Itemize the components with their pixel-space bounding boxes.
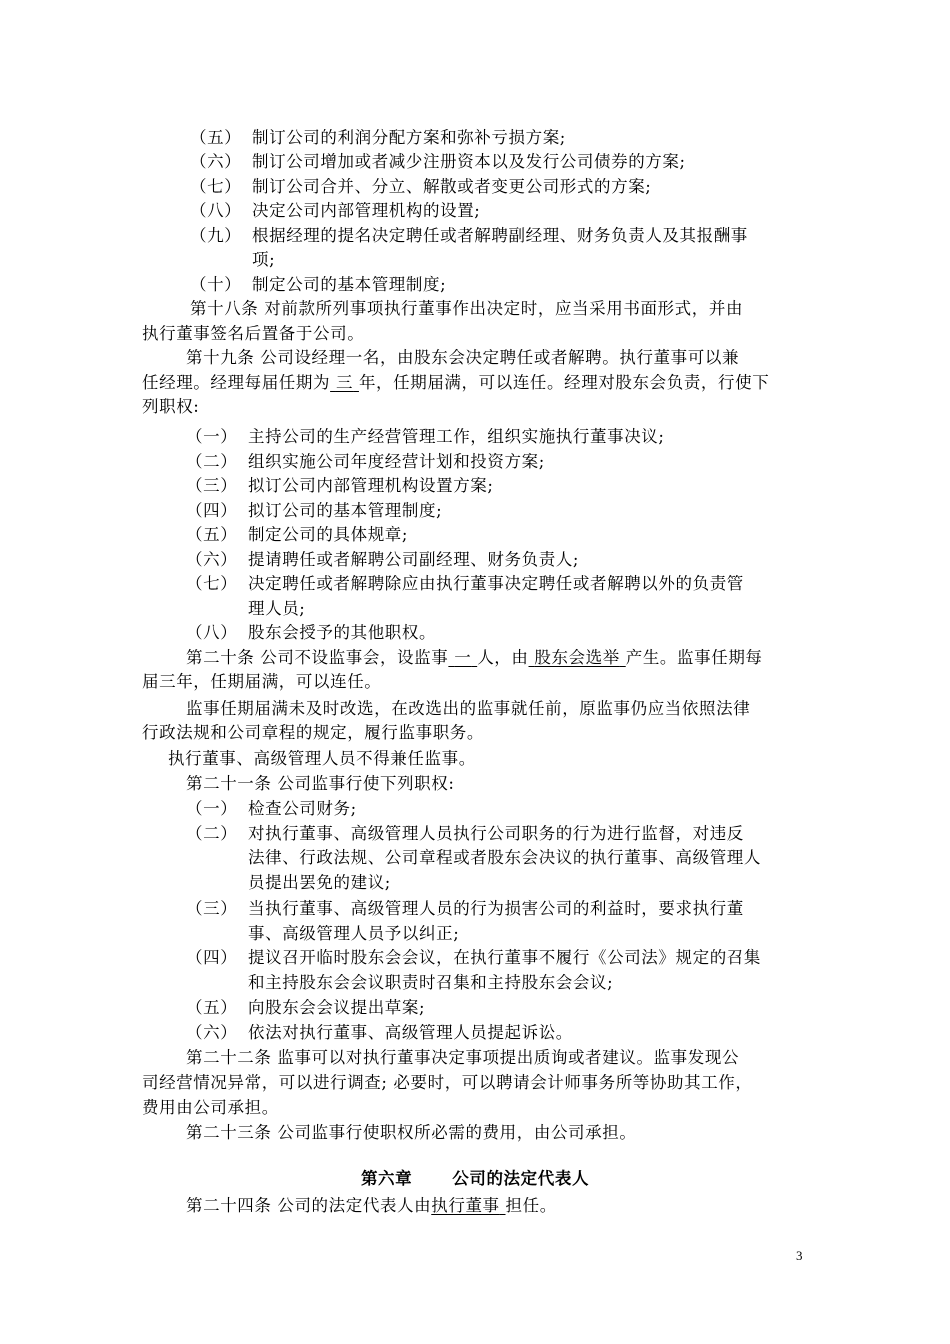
list-item: （一） 检查公司财务; [186,799,357,818]
list-item-continuation: 事、高级管理人员予以纠正; [248,924,460,943]
term-years-field: 三 [335,373,354,392]
article-18: 第十八条 对前款所列事项执行董事作出决定时，应当采用书面形式，并由 [190,299,744,318]
list-item: （十） 制定公司的基本管理制度; [190,275,447,294]
list-item: （三） 拟订公司内部管理机构设置方案; [186,476,494,495]
legal-representative-field: 执行董事 [431,1196,500,1215]
article-19-cont: 任经理。经理每届任期为 三 年，任期届满，可以连任。经理对股东会负责，行使下 [142,373,770,392]
article-18-cont: 执行董事签名后置备于公司。 [142,324,365,343]
article-20: 第二十条 公司不设监事会，设监事 一 人，由 股东会选举 产生。监事任期每 [186,648,763,667]
list-item-continuation: 法律、行政法规、公司章程或者股东会决议的执行董事、高级管理人 [248,848,761,867]
supervisor-count-field: 一 [454,648,472,667]
no-concurrent-note: 执行董事、高级管理人员不得兼任监事。 [168,749,476,768]
supervisor-paragraph: 监事任期届满未及时改选，在改选出的监事就任前，原监事仍应当依照法律 [186,699,751,718]
article-20-cont: 届三年，任期届满，可以连任。 [142,672,382,691]
list-item-continuation: 项; [252,250,276,269]
list-item: （七） 决定聘任或者解聘除应由执行董事决定聘任或者解聘以外的负责管 [186,574,744,593]
article-22: 第二十二条 监事可以对执行董事决定事项提出质询或者建议。监事发现公 [186,1048,740,1067]
article-24: 第二十四条 公司的法定代表人由执行董事 担任。 [186,1196,557,1215]
page-number: 3 [796,1248,803,1263]
list-item-continuation: 和主持股东会会议职责时召集和主持股东会会议; [248,973,614,992]
supervisor-paragraph-cont: 行政法规和公司章程的规定，履行监事职务。 [142,723,484,742]
list-item-continuation: 员提出罢免的建议; [248,873,391,892]
list-item: （九） 根据经理的提名决定聘任或者解聘副经理、财务负责人及其报酬事 [190,226,748,245]
article-19: 第十九条 公司设经理一名，由股东会决定聘任或者解聘。执行董事可以兼 [186,348,740,367]
list-item: （二） 对执行董事、高级管理人员执行公司职务的行为进行监督，对违反 [186,824,744,843]
list-item: （八） 决定公司内部管理机构的设置; [190,201,481,220]
list-item: （三） 当执行董事、高级管理人员的行为损害公司的利益时，要求执行董 [186,899,744,918]
list-item: （四） 拟订公司的基本管理制度; [186,501,443,520]
list-item: （七） 制订公司合并、分立、解散或者变更公司形式的方案; [190,177,652,196]
list-item: （四） 提议召开临时股东会会议，在执行董事不履行《公司法》规定的召集 [186,948,761,967]
list-item: （五） 制定公司的具体规章; [186,525,409,544]
article-22-cont: 司经营情况异常，可以进行调查; 必要时，可以聘请会计师事务所等协助其工作， [142,1073,753,1092]
list-item-continuation: 理人员; [248,599,306,618]
list-item: （一） 主持公司的生产经营管理工作，组织实施执行董事决议; [186,427,665,446]
list-item: （八） 股东会授予的其他职权。 [186,623,437,642]
list-item: （五） 制订公司的利润分配方案和弥补亏损方案; [190,128,566,147]
list-item: （五） 向股东会会议提出草案; [186,998,426,1017]
chapter-heading: 第六章 公司的法定代表人 [360,1169,590,1188]
election-method-field: 股东会选举 [534,648,620,667]
article-22-cont: 费用由公司承担。 [142,1098,279,1117]
article-23: 第二十三条 公司监事行使职权所必需的费用，由公司承担。 [186,1123,637,1142]
list-item: （六） 制订公司增加或者减少注册资本以及发行公司债券的方案; [190,152,686,171]
article-19-cont: 列职权: [142,397,200,416]
article-21: 第二十一条 公司监事行使下列职权: [186,774,455,793]
list-item: （二） 组织实施公司年度经营计划和投资方案; [186,452,545,471]
list-item: （六） 提请聘任或者解聘公司副经理、财务负责人; [186,550,580,569]
list-item: （六） 依法对执行董事、高级管理人员提起诉讼。 [186,1023,573,1042]
